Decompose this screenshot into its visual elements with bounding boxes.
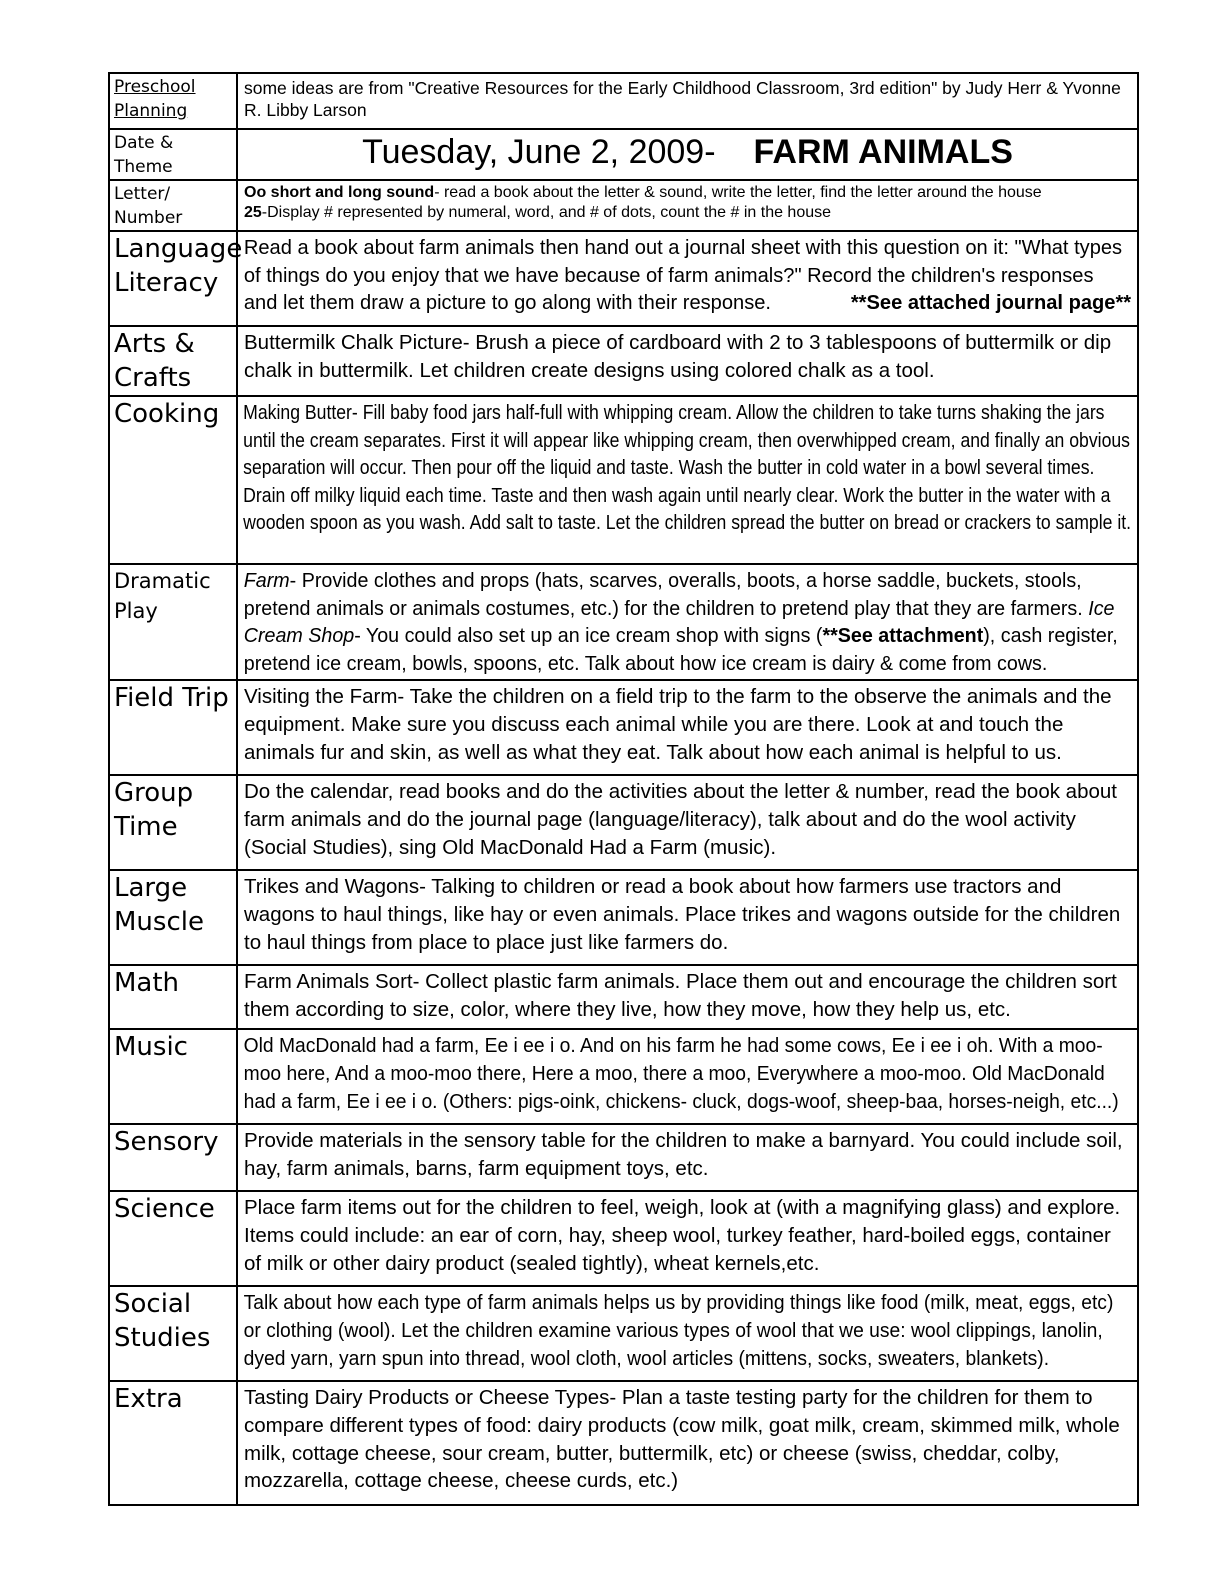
label-group: Group Time	[114, 778, 194, 843]
text-sensory: Provide materials in the sensory table for the children to make a barnyard. You could include soil, hay, farm animals, barns, farm equipment toys, etc.	[244, 1129, 1123, 1180]
date-label: Date & Theme	[114, 133, 174, 177]
letter-bold: Oo short and long sound	[244, 184, 435, 201]
label-science: Science	[114, 1194, 215, 1225]
row-language	[109, 231, 1138, 326]
text-math: Farm Animals Sort- Collect plastic farm animals. Place them out and encourage the children sort them according to size, color, where they live, how they move, how they help us, etc.	[244, 970, 1117, 1021]
source-note: some ideas are from "Creative Resources for the Early Childhood Classroom, 3rd edition" by Judy Herr & Yvonne R. Libby Larson	[244, 78, 1121, 120]
label-extra: Extra	[114, 1384, 183, 1415]
shop-text-b: ), cash register, pretend ice cream, bowls, spoons, etc. Talk about how ice cream is dairy & come from cows.	[243, 624, 1118, 675]
label-field: Field Trip	[114, 683, 229, 714]
row-sensory	[109, 1124, 1138, 1191]
date-theme-row	[109, 129, 1138, 180]
row-large	[109, 870, 1138, 965]
date-theme-title	[237, 129, 1138, 180]
row-group	[109, 775, 1138, 870]
shop-bold: **See attachment	[822, 624, 984, 648]
label-large: Large Muscle	[114, 873, 204, 938]
label-social: Social Studies	[114, 1289, 211, 1354]
text-large: Trikes and Wagons- Talking to children or read a book about how farmers use tractors and wagons to haul things, like hay or even animals. Place trikes and wagons outside for the children to haul things from place to place just like farmers do.	[244, 875, 1121, 954]
text-arts: Buttermilk Chalk Picture- Brush a piece of cardboard with 2 to 3 tablespoons of buttermilk or dip chalk in buttermilk. Let children create designs using colored chalk as a tool.	[244, 331, 1112, 382]
text-field: Visiting the Farm- Take the children on a field trip to the farm to the observe the animals and the equipment. Make sure you discuss each animal while you are there. Look at and touch the animals fur and skin, as well as what they eat. Talk about how each animal is helpful to us.	[244, 685, 1112, 764]
header-row	[109, 73, 1138, 129]
farm-text: - Provide clothes and props (hats, scarves, overalls, boots, a horse saddle, buckets, stools, pretend animals or animals costumes, etc.) for the children to pretend play that they are farmers.	[243, 569, 1083, 620]
letter-label: Letter/ Number	[114, 184, 183, 228]
row-science	[109, 1191, 1138, 1286]
language-text: Read a book about farm animals then hand out a journal sheet with this question on it: "What types of things do you enjoy that we have because of farm animals?" Record the children's responses and let them draw a picture to go along with their response.	[243, 236, 1123, 315]
number-bold: 25	[244, 204, 262, 221]
label-music: Music	[114, 1032, 188, 1063]
row-arts	[109, 326, 1138, 396]
text-music: Old MacDonald had a farm, Ee i ee i o. And on his farm he had some cows, Ee i ee i oh. With a moo-moo here, And a moo-moo there, Here a moo, there a moo, Everywhere a moo-moo. Old MacDonald had a farm, Ee i ee i o. (Others: pigs-oink, chickens- cluck, dogs-woof, sheep-baa, horses-neigh, etc...)	[243, 1034, 1119, 1113]
text-group: Do the calendar, read books and do the activities about the letter & number, read the book about farm animals and do the journal page (language/literacy), talk about and do the wool activity (Social Studies), sing Old MacDonald Had a Farm (music).	[244, 780, 1117, 859]
label-math: Math	[114, 968, 180, 999]
farm-italic: Farm	[243, 569, 290, 592]
text-science: Place farm items out for the children to feel, weigh, look at (with a magnifying glass) and explore. Items could include: an ear of corn, hay, sheep wool, turkey feather, hard-boiled eggs, container of milk or other dairy product (sealed tightly), wheat kernels,etc.	[244, 1196, 1121, 1275]
letter-number-text	[238, 181, 1137, 225]
row-cooking	[109, 396, 1138, 564]
row-extra	[109, 1381, 1138, 1505]
letter-number-row	[109, 180, 1138, 231]
lesson-plan-table	[108, 72, 1139, 1506]
row-math	[109, 965, 1138, 1029]
row-social	[109, 1286, 1138, 1381]
text-extra: Tasting Dairy Products or Cheese Types- Plan a taste testing party for the children for them to compare different types of food: dairy products (cow milk, goat milk, cream, skimmed milk, whole milk, cottage cheese, sour cream, butter, buttermilk, etc) or cheese (swiss, cheddar, colby, mozzarella, cottage cheese, cheese curds, etc.)	[244, 1386, 1120, 1493]
label-dramatic: Dramatic Play	[114, 569, 211, 623]
text-social: Talk about how each type of farm animals helps us by providing things like food (milk, meat, eggs, etc) or clothing (wool). Let the children examine various types of wool that we use: wool clippings, lanolin, dyed yarn, yarn spun into thread, wool cloth, wool articles (mittens, socks, sweaters, blankets).	[243, 1291, 1114, 1370]
label-sensory: Sensory	[114, 1127, 219, 1158]
planning-label: Preschool Planning	[114, 77, 196, 121]
theme-text: FARM ANIMALS	[753, 133, 1013, 171]
letter-text: - read a book about the letter & sound, write the letter, find the letter around the house	[434, 184, 1042, 201]
row-dramatic	[109, 564, 1138, 680]
label-language: Language Literacy	[114, 234, 243, 298]
text-cooking: Making Butter- Fill baby food jars half-full with whipping cream. Allow the children to take turns shaking the jars until the cream separates. First it will appear like whipping cream, then overwhipped cream, and finally an obvious separation will occur. Then pour off the liquid and taste. Wash the butter in cold water in a bowl several times. Drain off milky liquid each time. Taste and then wash again until nearly clear. Work the butter in the water with a wooden spoon as you wash. Add salt to taste. Let the children spread the butter on bread or crackers to sample it.	[243, 401, 1132, 535]
journal-note: **See attached journal page**	[850, 291, 1132, 315]
label-arts: Arts & Crafts	[114, 329, 195, 393]
text-language	[238, 232, 1137, 319]
text-dramatic	[238, 565, 1137, 679]
shop-italic: Ice Cream Shop	[243, 596, 1115, 648]
row-field	[109, 680, 1138, 775]
shop-text-a: - You could also set up an ice cream shop with signs (	[354, 624, 823, 648]
date-text: Tuesday, June 2, 2009-	[362, 133, 716, 171]
number-text: -Display # represented by numeral, word, and # of dots, count the # in the house	[261, 204, 832, 221]
label-cooking: Cooking	[114, 399, 220, 429]
row-music	[109, 1029, 1138, 1124]
